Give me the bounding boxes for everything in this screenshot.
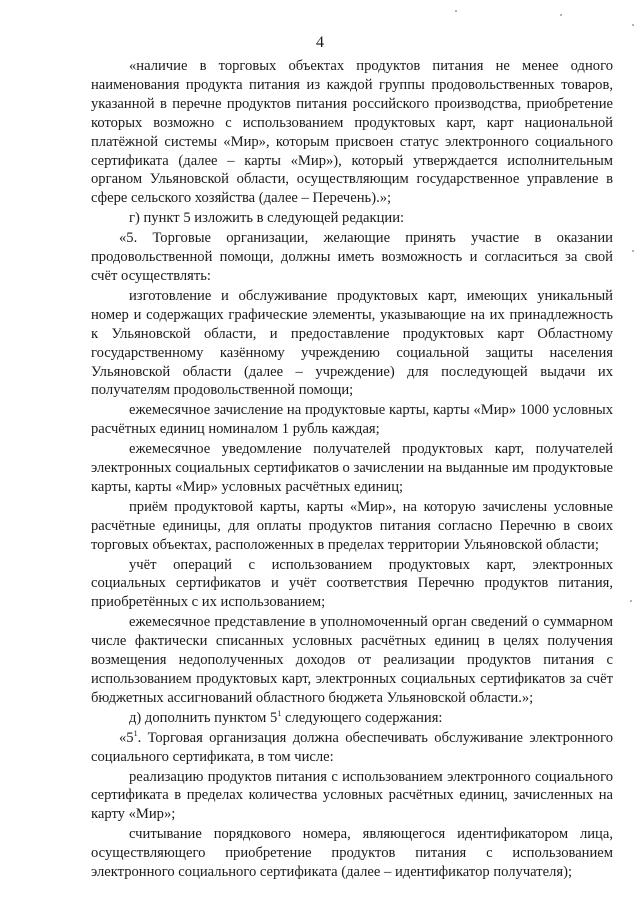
paragraph bbox=[91, 729, 613, 767]
paragraph bbox=[91, 709, 613, 728]
paragraph: «5. Торговые организации, желающие принять участие в оказании продовольственной помощи, должны иметь возможность и согласиться за свой счёт осуществлять: bbox=[91, 230, 613, 284]
paragraph: ежемесячное уведомление получателей продуктовых карт, получателей электронных социальных сертификатов о зачислении на выданные им продуктовые карты, карты «Мир» условных расчётных единиц; bbox=[91, 441, 613, 495]
document-body bbox=[91, 57, 613, 882]
paragraph: изготовление и обслуживание продуктовых карт, имеющих уникальный номер и содержащих графические элементы, указывающие на их принадлежность к Ульяновской области, и предоставление продуктовых карт Областному государственному казённому учреждению социальной защиты населения Ульяновской области (далее – учреждение) для последующей выдачи их получателям продовольственной помощи; bbox=[91, 287, 613, 399]
paragraph: ежемесячное зачисление на продуктовые карты, карты «Мир» 1000 условных расчётных единиц номиналом 1 рубль каждая; bbox=[91, 402, 613, 438]
scan-speck bbox=[455, 10, 457, 12]
scan-speck bbox=[632, 24, 634, 26]
scan-speck bbox=[630, 600, 632, 602]
paragraph: г) пункт 5 изложить в следующей редакции: bbox=[129, 210, 405, 227]
paragraph: приём продуктовой карты, карты «Мир», на которую зачислены условные расчётные единицы, для оплаты продуктов питания согласно Перечню в своих торговых объектах, расположенных в пределах территории Ульяновской области; bbox=[91, 498, 613, 553]
page-number: 4 bbox=[316, 34, 324, 51]
paragraph: реализацию продуктов питания с использованием электронного социального сертификата в пределах количества условных расчётных единиц, зачисленных на карту «Мир»; bbox=[91, 768, 613, 823]
paragraph-text: «5 bbox=[119, 729, 134, 746]
paragraph-text: следующего содержания: bbox=[281, 709, 443, 726]
superscript: 1 bbox=[277, 708, 282, 718]
paragraph: ежемесячное представление в уполномоченный орган сведений о суммарном числе фактически списанных условных расчётных единиц в целях получения возмещения недополученных доходов от реализации продуктов питания с использованием продуктовых карт, электронных социальных сертификатов за счёт бюджетных ассигнований областного бюджета Ульяновской области.»; bbox=[91, 614, 613, 706]
paragraph: «наличие в торговых объектах продуктов питания не менее одного наименования продукта питания из каждой группы продовольственных товаров, указанной в перечне продуктов питания российского производства, приобретение которых возможно с использованием продуктовых карт, карт национальной платёжной системы «Мир», которым присвоен статус электронного социального сертификата (далее – карты «Мир»), который утверждается исполнительным органом Ульяновской области, осуществляющим государственное управление в сфере сельского хозяйства (далее – Перечень).»; bbox=[91, 58, 613, 207]
scan-speck bbox=[560, 14, 562, 16]
paragraph: считывание порядкового номера, являющегося идентификатором лица, осуществляющего приобретение продуктов питания с использованием электронного социального сертификата (далее – идентификатор получателя); bbox=[91, 826, 613, 881]
superscript: 1 bbox=[133, 728, 138, 738]
scan-speck bbox=[632, 250, 634, 252]
paragraph: учёт операций с использованием продуктовых карт, электронных социальных сертификатов и учёт соответствия Перечню продуктов питания, приобретённых с их использованием; bbox=[91, 556, 613, 611]
paragraph-text: д) дополнить пунктом 5 bbox=[129, 709, 278, 726]
paragraph-text: . Торговая организация должна обеспечивать обслуживание электронного социального сертификата, в том числе: bbox=[91, 729, 613, 765]
